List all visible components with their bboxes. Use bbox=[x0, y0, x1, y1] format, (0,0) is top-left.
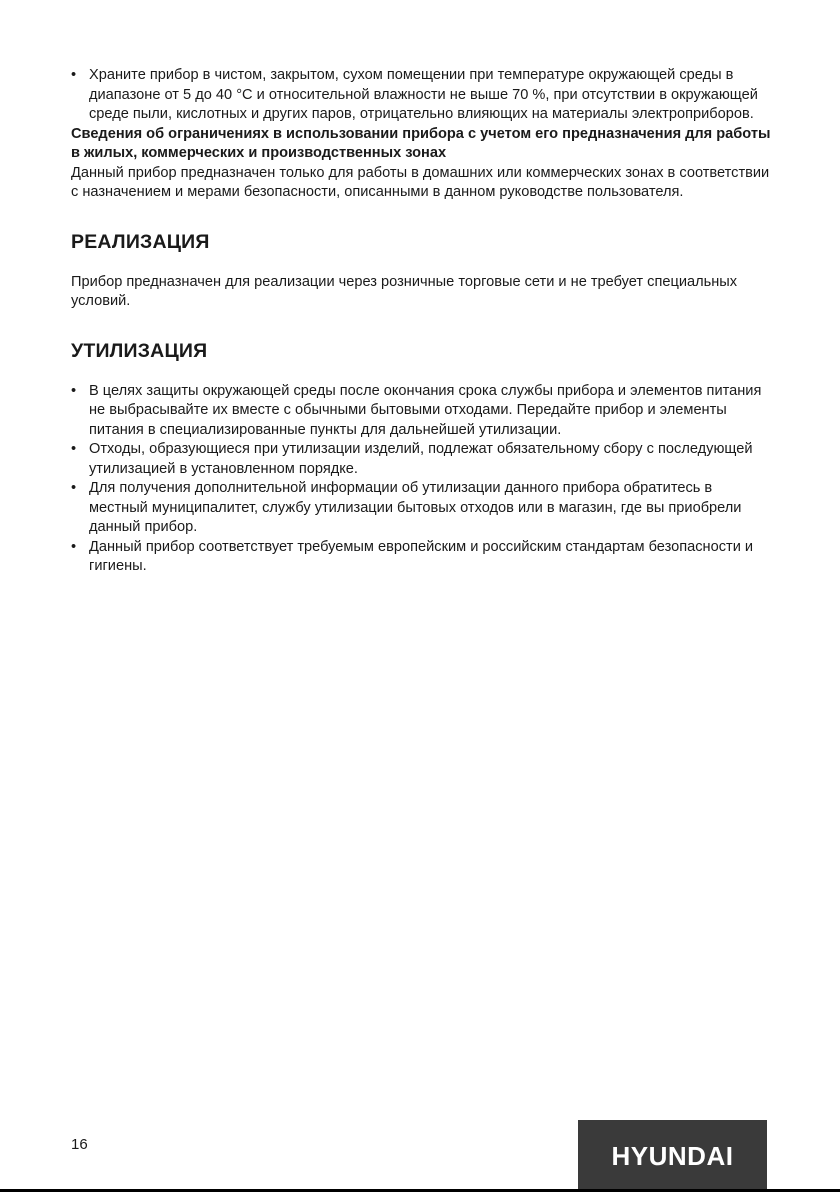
brand-logo bbox=[578, 1120, 767, 1192]
limitations-text: Данный прибор предназначен только для работы в домашних или коммерческих зонах в соответствии с назначением и мерами безопасности, описанными в данном руководстве пользователя. bbox=[71, 164, 770, 200]
storage-list bbox=[71, 66, 771, 125]
disposal-list bbox=[71, 382, 771, 577]
page-number: 16 bbox=[71, 1136, 88, 1153]
list-item: • Данный прибор соответствует требуемым европейским и российским стандартам безопасности и гигиены. bbox=[71, 538, 771, 577]
limitations-heading: Сведения об ограничениях в использовании прибора с учетом его предназначения для работы в жилых, коммерческих и производственных зонах bbox=[71, 125, 771, 161]
sale-text: Прибор предназначен для реализации через розничные торговые сети и не требует специальных условий. bbox=[71, 273, 738, 309]
section-title-sale: РЕАЛИЗАЦИЯ bbox=[71, 230, 210, 253]
list-item: • Для получения дополнительной информации об утилизации данного прибора обратитесь в местный муниципалитет, службу утилизации бытовых отходов или в магазин, где вы приобрели данный прибор. bbox=[71, 479, 771, 538]
page-content bbox=[71, 66, 771, 577]
list-item: • Храните прибор в чистом, закрытом, сухом помещении при температуре окружающей среды в диапазоне от 5 до 40 °C и относительной влажности не выше 70 %, при отсутствии в окружающей среде пыли, кислотных и других паров, отрицательно влияющих на материалы электроприборов. bbox=[71, 66, 771, 125]
brand-logo-text: HYUNDAI bbox=[611, 1140, 734, 1171]
list-item: • Отходы, образующиеся при утилизации изделий, подлежат обязательному сбору с последующей утилизацией в установленном порядке. bbox=[71, 440, 771, 479]
list-item: • В целях защиты окружающей среды после окончания срока службы прибора и элементов питания не выбрасывайте их вместе с обычными бытовыми отходами. Передайте прибор и элементы питания в специализированные пункты для дальнейшей утилизации. bbox=[71, 382, 771, 441]
section-title-disposal: УТИЛИЗАЦИЯ bbox=[71, 339, 208, 362]
